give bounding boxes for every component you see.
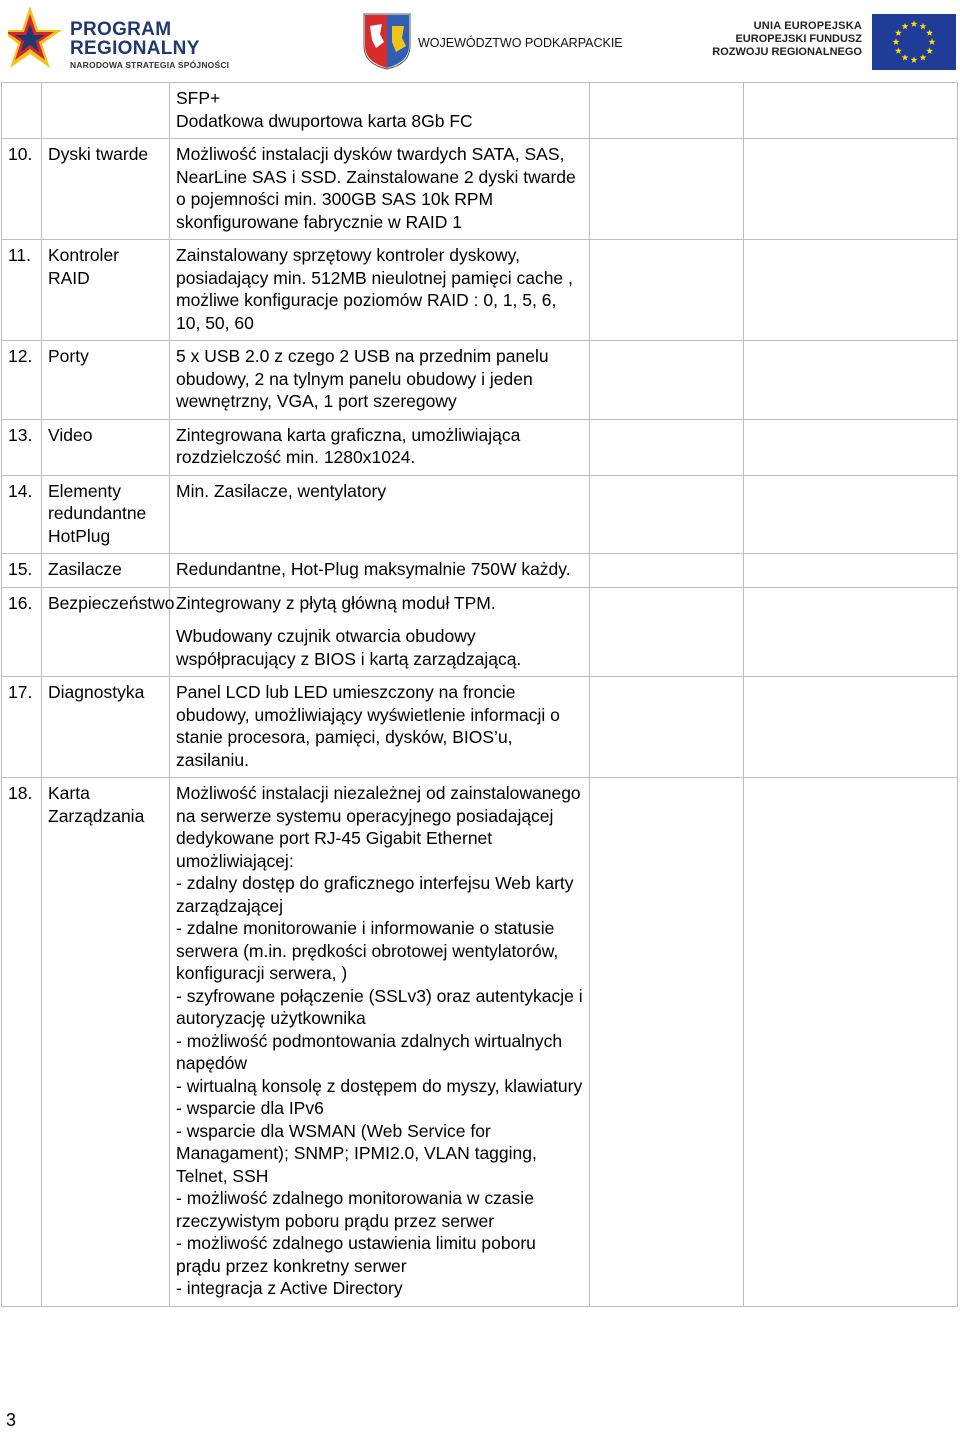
offered-parameter-cell — [590, 587, 744, 677]
remarks-cell — [744, 677, 958, 778]
offered-parameter-cell — [590, 554, 744, 588]
row-number: 14. — [2, 475, 42, 554]
row-number: 12. — [2, 341, 42, 420]
row-number: 11. — [2, 240, 42, 341]
row-parameter-name: Dyski twarde — [42, 139, 170, 240]
eu-fund-label — [712, 20, 862, 59]
row-number: 15. — [2, 554, 42, 588]
offered-parameter-cell — [590, 240, 744, 341]
offered-parameter-cell — [590, 341, 744, 420]
eu-line2: EUROPEJSKI FUNDUSZ — [735, 33, 862, 45]
description-line: Redundantne, Hot-Plug maksymalnie 750W każdy. — [176, 559, 571, 579]
table-row — [2, 554, 958, 588]
remarks-cell — [744, 83, 958, 139]
table-row — [2, 83, 958, 139]
row-description — [170, 341, 590, 420]
row-description — [170, 240, 590, 341]
row-description — [170, 587, 590, 677]
row-parameter-name: Karta Zarządzania — [42, 778, 170, 1307]
remarks-cell — [744, 139, 958, 240]
remarks-cell — [744, 419, 958, 475]
row-description — [170, 419, 590, 475]
table-row — [2, 240, 958, 341]
description-line: Możliwość instalacji niezależnej od zainstalowanego na serwerze systemu operacyjnego posiadającej dedykowane port RJ-45 Gigabit Ethernet umożliwiającej: — [176, 783, 581, 871]
description-line: - wsparcie dla WSMAN (Web Service for Managament); SNMP; IPMI2.0, VLAN tagging, Telnet, SSH — [176, 1120, 537, 1186]
document-header — [0, 0, 960, 78]
specification-table — [1, 82, 958, 1307]
description-line: - wirtualną konsolę z dostępem do myszy, klawiatury — [176, 1075, 583, 1096]
description-line: 5 x USB 2.0 z czego 2 USB na przednim panelu obudowy, 2 na tylnym panelu obudowy i jeden wewnętrzny, VGA, 1 port szeregowy — [176, 346, 549, 411]
remarks-cell — [744, 587, 958, 677]
row-parameter-name: Porty — [42, 341, 170, 420]
description-line: Min. Zasilacze, wentylatory — [176, 480, 387, 501]
row-description — [170, 554, 590, 588]
page-number: 3 — [6, 1410, 17, 1430]
description-paragraph: Wbudowany czujnik otwarcia obudowy współpracujący z BIOS i kartą zarządzającą. — [176, 626, 522, 669]
offered-parameter-cell — [590, 778, 744, 1307]
description-line: - szyfrowane połączenie (SSLv3) oraz autentykacje i autoryzację użytkownika — [176, 985, 583, 1028]
row-number: 17. — [2, 677, 42, 778]
row-description — [170, 83, 590, 139]
row-number: 16. — [2, 587, 42, 677]
coat-of-arms-icon — [362, 12, 412, 70]
region-name: WOJEWÓDZTWO PODKARPACKIE — [418, 36, 623, 50]
description-line: - możliwość podmontowania zdalnych wirtualnych napędów — [176, 1030, 563, 1073]
description-line: - wsparcie dla IPv6 — [176, 1098, 324, 1118]
eu-flag-icon — [872, 14, 956, 70]
remarks-cell — [744, 341, 958, 420]
row-parameter-name: Diagnostyka — [42, 677, 170, 778]
description-paragraph: Zintegrowany z płytą główną moduł TPM. — [176, 592, 496, 613]
eu-line1: UNIA EUROPEJSKA — [753, 20, 862, 32]
specification-table-body — [2, 83, 958, 1307]
program-regionalny-logo — [8, 4, 248, 70]
table-row — [2, 778, 958, 1307]
row-parameter-name: Bezpieczeństwo — [42, 587, 170, 677]
program-logo-line2: REGIONALNY — [70, 38, 200, 59]
table-row — [2, 677, 958, 778]
description-line: Panel LCD lub LED umieszczony na froncie obudowy, umożliwiający wyświetlenie informacji o stanie procesora, pamięci, dysków, BIOS’u, zasilaniu. — [176, 682, 560, 770]
table-row — [2, 419, 958, 475]
remarks-cell — [744, 240, 958, 341]
row-number: 10. — [2, 139, 42, 240]
offered-parameter-cell — [590, 139, 744, 240]
table-row — [2, 587, 958, 677]
table-row — [2, 475, 958, 554]
row-number: 13. — [2, 419, 42, 475]
row-parameter-name: Video — [42, 419, 170, 475]
offered-parameter-cell — [590, 475, 744, 554]
remarks-cell — [744, 475, 958, 554]
row-description — [170, 139, 590, 240]
description-line: - możliwość zdalnego monitorowania w czasie rzeczywistym poboru prądu przez serwer — [176, 1188, 534, 1231]
table-row — [2, 139, 958, 240]
row-parameter-name — [42, 83, 170, 139]
eu-line3: ROZWOJU REGIONALNEGO — [712, 46, 862, 58]
row-parameter-name: Elementy redundantne HotPlug — [42, 475, 170, 554]
row-parameter-name: Zasilacze — [42, 554, 170, 588]
description-line: - integracja z Active Directory — [176, 1278, 403, 1298]
row-number: 18. — [2, 778, 42, 1307]
description-line: Dodatkowa dwuportowa karta 8Gb FC — [176, 110, 473, 131]
row-description — [170, 475, 590, 554]
description-line: Możliwość instalacji dysków twardych SATA, SAS, NearLine SAS i SSD. Zainstalowane 2 dyski twarde o pojemności min. 300GB SAS 10k RPM skonfigurowane fabrycznie w RAID 1 — [176, 144, 576, 232]
description-line: SFP+ — [176, 88, 221, 108]
description-line: - zdalne monitorowanie i informowanie o statusie serwera (m.in. prędkości obrotowej wentylatorów, konfiguracji serwera, ) — [176, 918, 559, 983]
row-description — [170, 778, 590, 1307]
program-logo-line3: NARODOWA STRATEGIA SPÓJNOŚCI — [70, 60, 230, 70]
offered-parameter-cell — [590, 83, 744, 139]
program-logo-line1: PROGRAM — [70, 19, 172, 40]
remarks-cell — [744, 778, 958, 1307]
row-description — [170, 677, 590, 778]
program-star-icon — [8, 4, 64, 70]
description-line: - możliwość zdalnego ustawienia limitu poboru prądu przez konkretny serwer — [176, 1233, 536, 1276]
table-row — [2, 341, 958, 420]
remarks-cell — [744, 554, 958, 588]
row-number — [2, 83, 42, 139]
row-parameter-name: Kontroler RAID — [42, 240, 170, 341]
offered-parameter-cell — [590, 419, 744, 475]
offered-parameter-cell — [590, 677, 744, 778]
description-line: Zintegrowana karta graficzna, umożliwiająca rozdzielczość min. 1280x1024. — [176, 424, 521, 467]
description-line: - zdalny dostęp do graficznego interfejsu Web karty zarządzającej — [176, 873, 574, 916]
description-line: Zainstalowany sprzętowy kontroler dyskowy, posiadający min. 512MB nieulotnej pamięci cache , możliwe konfiguracje poziomów RAID : 0, 1, 5, 6, 10, 50, 60 — [176, 245, 573, 333]
